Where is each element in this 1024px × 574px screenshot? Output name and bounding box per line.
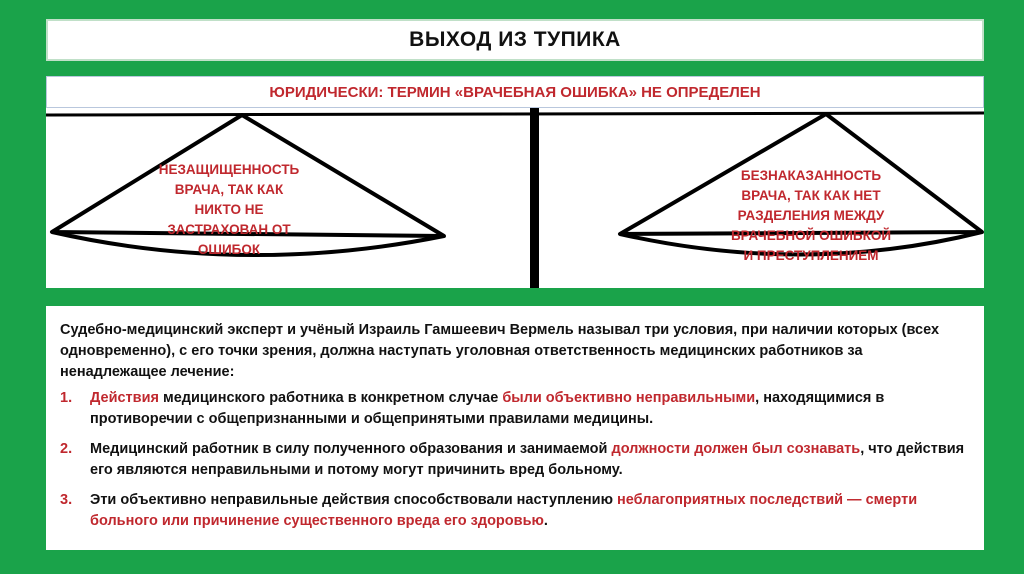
condition-plain: Эти объективно неправильные действия способствовали наступлению [90,492,617,508]
slide-title: ВЫХОД ИЗ ТУПИКА [409,28,621,51]
condition-plain: . [543,513,548,529]
condition-plain: Медицинский работник в силу полученного образования и занимаемой [90,441,612,457]
condition-item [60,388,970,430]
condition-number: 1. [60,390,73,406]
title-box [46,19,984,61]
condition-item [60,439,970,481]
intro-paragraph: Судебно-медицинский эксперт и учёный Израиль Гамшеевич Вермель называл три условия, при наличии которых (всех одновременно), с его точки зрения, должна наступать уголовная ответственность медицинских работников за ненадлежащее лечение: [60,322,940,380]
condition-number: 2. [60,441,73,457]
left-pan-text: НЕЗАЩИЩЕННОСТЬ ВРАЧА, ТАК КАК НИКТО НЕ ЗАСТРАХОВАН ОТ ОШИБОК [158,162,300,257]
scale-beam [46,113,984,115]
condition-plain: , находящимися в противоречии с общепризнанными и общепринятыми правилами медицины. [90,390,885,427]
scale-panel [46,76,984,288]
condition-highlight: неблагоприятных последствий — смерти больного или причинение существенного вреда его здоровью [90,492,918,529]
condition-highlight: Действия [90,390,159,406]
condition-text [90,490,970,532]
scale-post [530,108,539,288]
subtitle-box [46,76,984,108]
condition-plain: , что действия его являются неправильными и потому могут причинить вред больному. [90,441,965,478]
condition-highlight: были объективно неправильными [502,390,756,406]
text-panel [46,306,984,550]
condition-item [60,490,970,532]
condition-number: 3. [60,492,73,508]
condition-text [90,388,970,430]
right-pan-text: БЕЗНАКАЗАННОСТЬ ВРАЧА, ТАК КАК НЕТ РАЗДЕЛЕНИЯ МЕЖДУ ВРАЧЕБНОЙ ОШИБКОЙ И ПРЕСТУПЛЕНИЕМ [730,168,892,263]
condition-plain: медицинского работника в конкретном случае [158,390,503,406]
condition-text [90,439,970,481]
subtitle: ЮРИДИЧЕСКИ: ТЕРМИН «ВРАЧЕБНАЯ ОШИБКА» НЕ ОПРЕДЕЛЕН [269,83,761,101]
condition-highlight: должности должен был сознавать [611,441,861,457]
